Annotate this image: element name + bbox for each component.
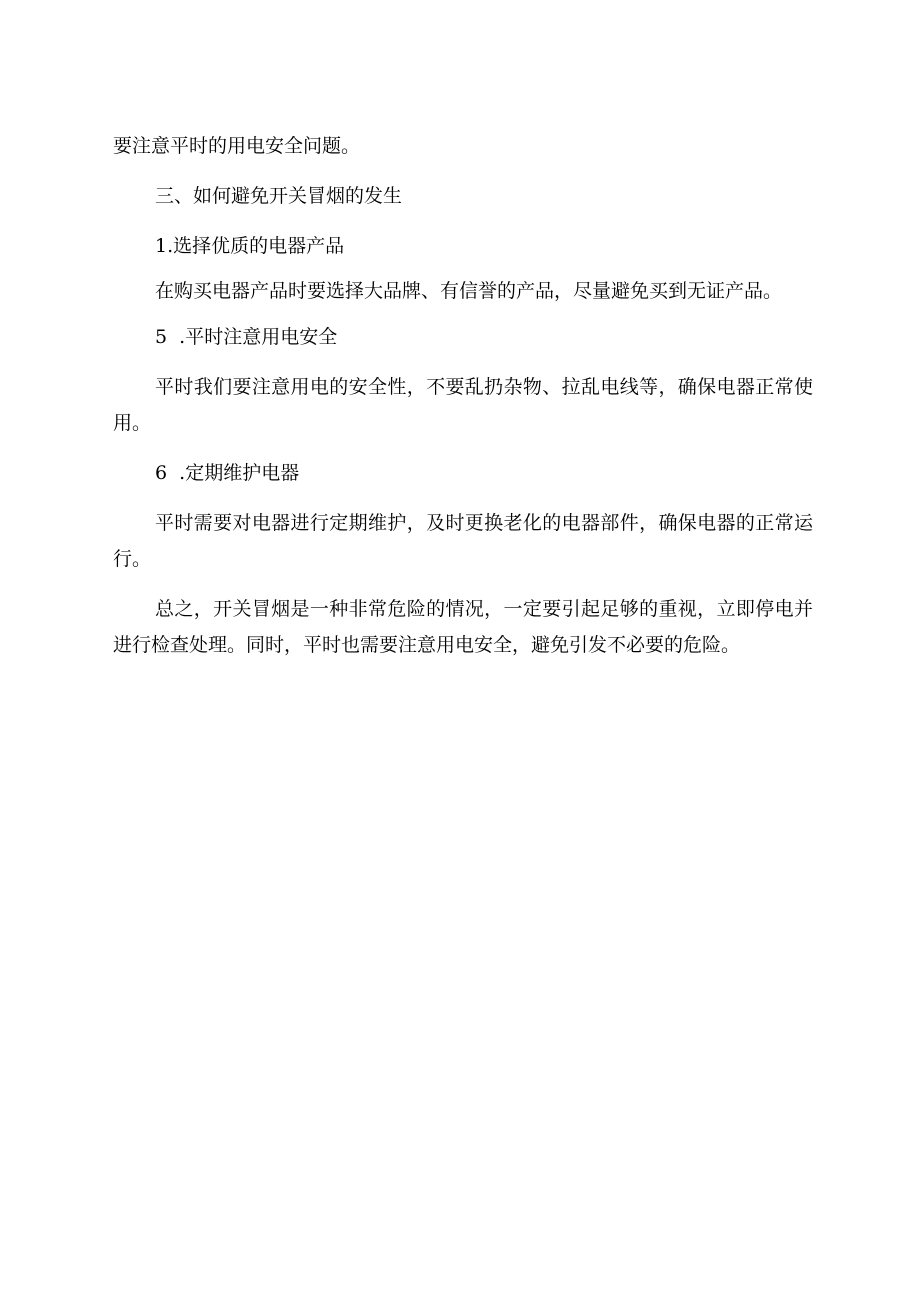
paragraph-electrical-safety: 平时我们要注意用电的安全性，不要乱扔杂物、拉乱电线等，确保电器正常使用。 [113, 376, 813, 434]
subheading-1: 1.选择优质的电器产品 [155, 235, 345, 257]
section-heading-3: 三、如何避免开关冒烟的发生 [155, 185, 403, 207]
paragraph-quality-products: 在购买电器产品时要选择大品牌、有信誉的产品，尽量避免买到无证产品。 [155, 280, 783, 302]
document-body [113, 128, 813, 663]
paragraph-continuation: 要注意平时的用电安全问题。 [113, 135, 361, 157]
paragraph-maintenance: 平时需要对电器进行定期维护，及时更换老化的电器部件，确保电器的正常运行。 [113, 512, 813, 570]
paragraph-conclusion: 总之，开关冒烟是一种非常危险的情况，一定要引起足够的重视，立即停电并进行检查处理。同时，平时也需要注意用电安全，避免引发不必要的危险。 [113, 598, 813, 656]
subheading-6: 6 .定期维护电器 [155, 462, 300, 484]
subheading-5: 5 .平时注意用电安全 [155, 326, 338, 348]
